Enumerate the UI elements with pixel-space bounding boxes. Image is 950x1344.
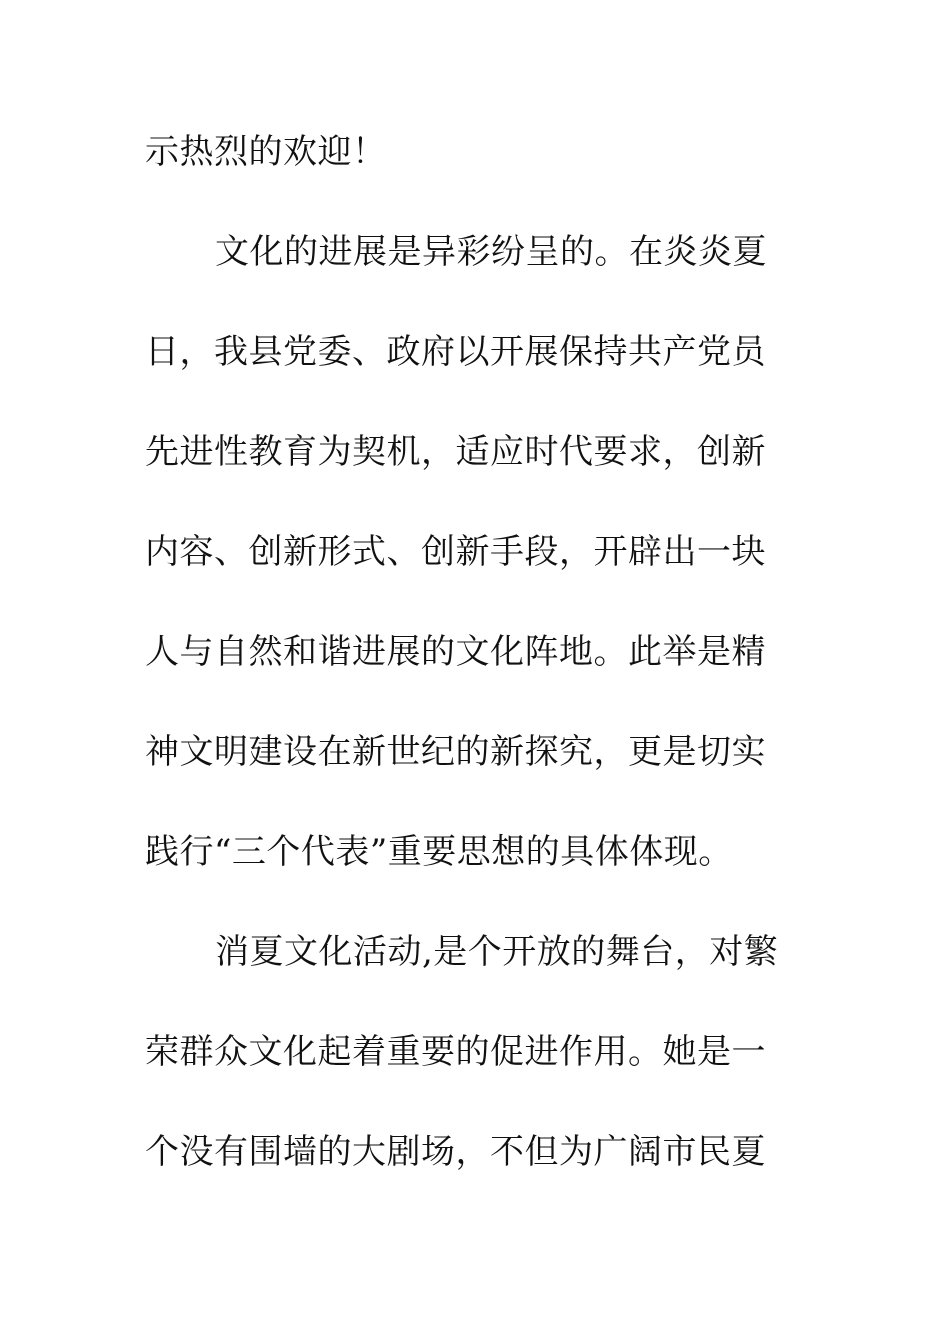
text-line: 神文明建设在新世纪的新探究，更是切实: [145, 732, 766, 772]
text-line: 人与自然和谐进展的文化阵地。此举是精: [145, 632, 766, 672]
paragraph-start-line: 消夏文化活动,是个开放的舞台，对繁: [215, 932, 779, 972]
text-line: 日，我县党委、政府以开展保持共产党员: [145, 332, 766, 372]
text-line: 先进性教育为契机，适应时代要求，创新: [145, 432, 766, 472]
paragraph-start-line: 文化的进展是异彩纷呈的。在炎炎夏: [215, 232, 767, 272]
text-line: 践行“三个代表”重要思想的具体体现。: [145, 832, 733, 872]
text-line: 荣群众文化起着重要的促进作用。她是一: [145, 1032, 766, 1072]
text-line: 内容、创新形式、创新手段，开辟出一块: [145, 532, 766, 572]
text-line: 个没有围墙的大剧场，不但为广阔市民夏: [145, 1132, 766, 1172]
text-line: 示热烈的欢迎！: [145, 132, 387, 172]
